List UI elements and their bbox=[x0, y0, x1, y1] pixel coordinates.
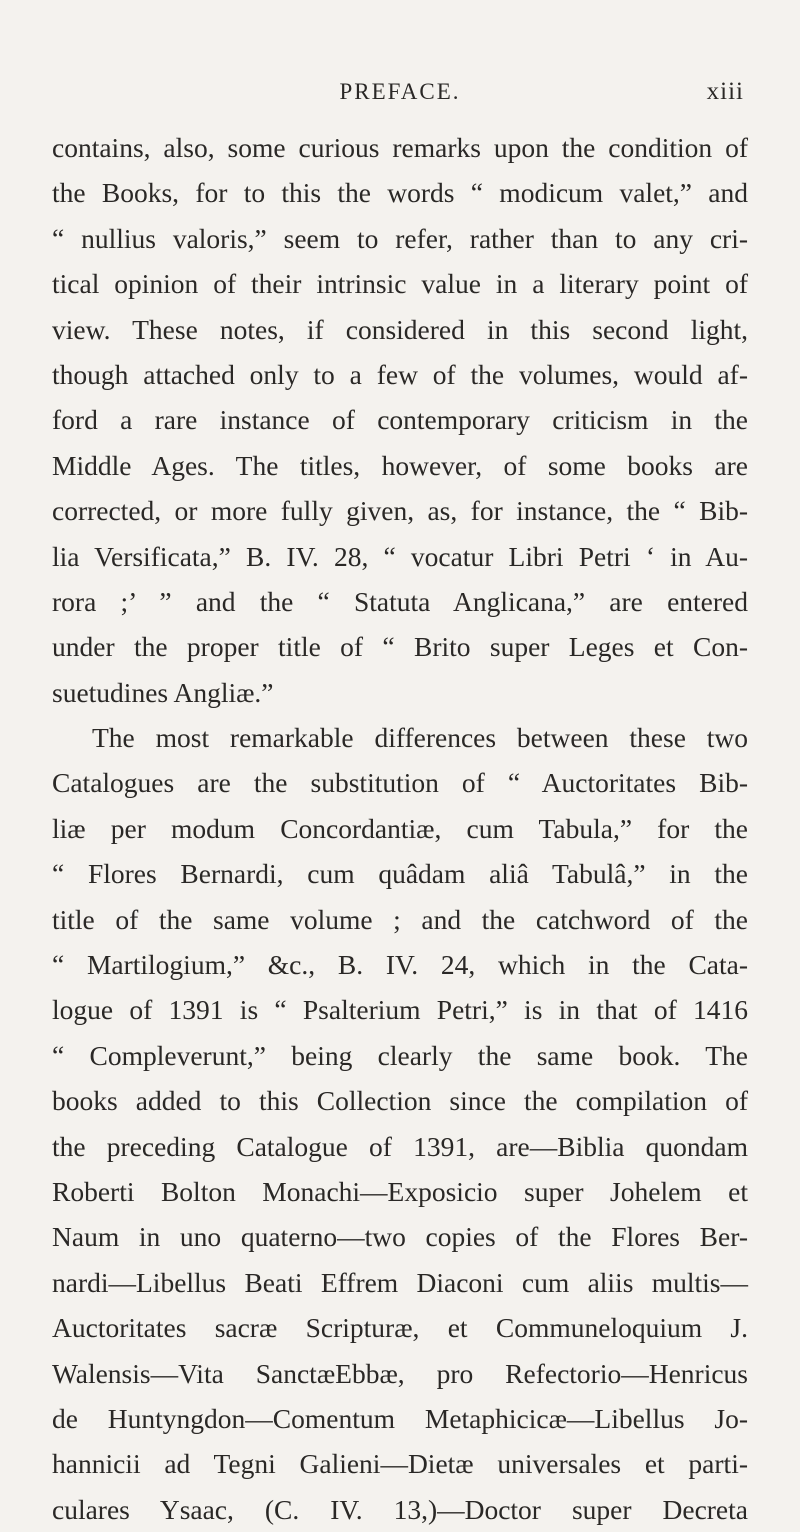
text-line: title of the same volume ; and the catchword of the bbox=[52, 903, 748, 935]
text-line: liæ per modum Concordantiæ, cum Tabula,” for the bbox=[52, 812, 748, 844]
text-line: corrected, or more fully given, as, for instance, the “ Bib- bbox=[52, 495, 748, 527]
text-line: suetudines Angliæ.” bbox=[52, 676, 274, 708]
text-line: culares Ysaac, (C. IV. 13,)—Doctor super Decreta bbox=[52, 1493, 748, 1525]
text-line: tical opinion of their intrinsic value in a literary point of bbox=[52, 268, 748, 300]
text-line: books added to this Collection since the compilation of bbox=[52, 1085, 748, 1117]
text-line: Naum in uno quaterno—two copies of the Flores Ber- bbox=[52, 1221, 748, 1253]
running-title: PREFACE. bbox=[339, 79, 461, 104]
text-line: logue of 1391 is “ Psalterium Petri,” is in that of 1416 bbox=[52, 994, 748, 1026]
text-line: Walensis—Vita SanctæEbbæ, pro Refectorio—Henricus bbox=[52, 1357, 748, 1389]
text-line: Middle Ages. The titles, however, of some books are bbox=[52, 449, 748, 481]
text-line: “ nullius valoris,” seem to refer, rather than to any cri- bbox=[52, 222, 748, 254]
text-line: ford a rare instance of contemporary criticism in the bbox=[52, 404, 748, 436]
text-line: hannicii ad Tegni Galieni—Dietæ universales et parti- bbox=[52, 1448, 748, 1480]
body-text bbox=[52, 125, 748, 1532]
text-line: Roberti Bolton Monachi—Exposicio super Johelem et bbox=[52, 1175, 748, 1207]
text-line: contains, also, some curious remarks upon the condition of bbox=[52, 132, 748, 163]
text-line: lia Versificata,” B. IV. 28, “ vocatur Libri Petri ‘ in Au- bbox=[52, 540, 748, 572]
text-line: de Huntyngdon—Comentum Metaphicicæ—Libellus Jo- bbox=[52, 1402, 748, 1434]
text-line: rora ;’ ” and the “ Statuta Anglicana,” are entered bbox=[52, 585, 748, 617]
text-line: view. These notes, if considered in this second light, bbox=[52, 313, 748, 345]
text-line: Catalogues are the substitution of “ Auctoritates Bib- bbox=[52, 767, 748, 799]
text-line: under the proper title of “ Brito super Leges et Con- bbox=[52, 631, 748, 663]
text-line: the preceding Catalogue of 1391, are—Biblia quondam bbox=[52, 1130, 748, 1162]
text-line: The most remarkable differences between these two bbox=[92, 722, 748, 754]
text-line: the Books, for to this the words “ modicum valet,” and bbox=[52, 177, 748, 209]
page-number: xiii bbox=[706, 78, 744, 105]
text-line: “ Martilogium,” &c., B. IV. 24, which in the Cata- bbox=[52, 949, 748, 981]
text-line: nardi—Libellus Beati Effrem Diaconi cum aliis multis— bbox=[52, 1266, 748, 1298]
text-line: “ Flores Bernardi, cum quâdam aliâ Tabulâ,” in the bbox=[52, 858, 748, 890]
running-head bbox=[0, 74, 800, 110]
text-line: though attached only to a few of the volumes, would af- bbox=[52, 358, 748, 390]
text-line: “ Compleverunt,” being clearly the same book. The bbox=[52, 1039, 748, 1071]
text-line: Auctoritates sacræ Scripturæ, et Communeloquium J. bbox=[52, 1312, 748, 1344]
